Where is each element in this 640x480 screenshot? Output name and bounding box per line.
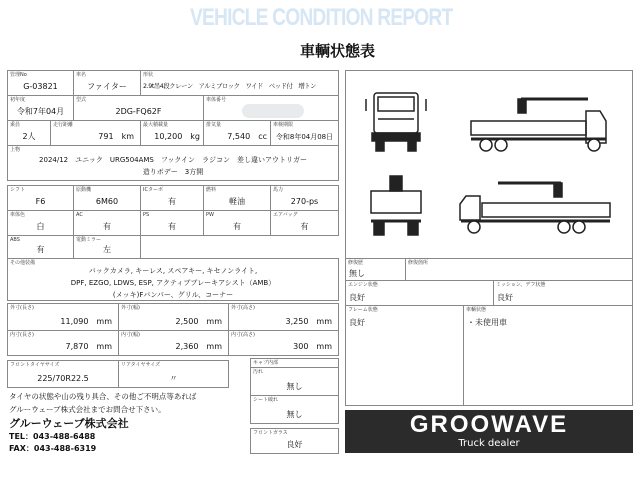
label: キャブ内部 <box>253 360 279 366</box>
label: ICターボ <box>143 187 163 193</box>
repair-place-cell <box>405 258 633 281</box>
mirror-cell <box>73 235 141 259</box>
label: 形状 <box>143 72 154 78</box>
truck-rear-view <box>371 176 421 235</box>
truck-diagram-panel <box>345 70 633 259</box>
inner-height-cell <box>228 330 339 356</box>
label: 車検期限 <box>273 122 294 128</box>
value: 左 <box>103 245 111 254</box>
kanri-cell <box>7 70 74 96</box>
label: 最大積載量 <box>143 122 169 128</box>
inner-length-cell <box>7 330 119 356</box>
label: エンジン状態 <box>348 282 378 288</box>
value: 11,090 mm <box>60 317 112 326</box>
label: 外寸(幅) <box>121 305 140 311</box>
label: 内寸(長さ) <box>10 332 34 338</box>
label: 内寸(幅) <box>121 332 140 338</box>
value: 10,200 kg <box>154 132 200 141</box>
value: 無し <box>286 410 303 419</box>
ac-cell <box>73 210 141 236</box>
power-cell <box>270 185 339 211</box>
shift-cell <box>7 185 74 211</box>
shaken-cell <box>270 120 339 146</box>
value: 3,250 mm <box>285 317 332 326</box>
value: 7,870 mm <box>65 342 112 351</box>
vehicle-condition-cell <box>463 305 633 406</box>
value: 有 <box>233 222 241 231</box>
label: 汚れ <box>253 369 264 375</box>
label: 乗員 <box>10 122 21 128</box>
uwamono-cell <box>7 145 339 181</box>
value: G-03821 <box>23 82 58 91</box>
haiki-cell <box>203 120 271 146</box>
value: ファイター <box>87 82 127 91</box>
note-line: タイヤの状態や山の残り具合、その他ご不明点等あれば <box>9 392 197 401</box>
equipment-line: (メッキ)Fバンパー、グリル、コーナー <box>112 291 234 299</box>
label: 車輌状態 <box>466 307 487 313</box>
equipment-line: DPF, EZGO, LDWS, ESP, アクティブブレーキアシスト（AMB） <box>70 279 276 287</box>
airbag-cell <box>270 210 339 236</box>
label: AC <box>76 212 83 218</box>
value: 6M60 <box>95 197 119 206</box>
value: 良好 <box>497 293 513 302</box>
label: PW <box>206 212 214 218</box>
shamei-cell <box>73 70 141 96</box>
label: ミッション、デフ状態 <box>496 282 546 288</box>
value: 無し <box>349 269 365 278</box>
dirt-cell <box>250 367 339 396</box>
other-equipment-cell <box>7 258 339 301</box>
label: 車体番号 <box>206 97 227 103</box>
engine-condition-cell <box>345 280 494 306</box>
value: 軽油 <box>229 197 245 206</box>
value: 有 <box>103 222 111 231</box>
label: 外寸(長さ) <box>10 305 34 311</box>
label: 原動機 <box>76 187 92 193</box>
value: 7,540 cc <box>227 132 267 141</box>
value: 300 mm <box>293 342 332 351</box>
value: 有 <box>300 222 309 231</box>
inner-width-cell <box>118 330 229 356</box>
truck-illustrations <box>346 71 632 258</box>
label: 型式 <box>76 97 87 103</box>
value: 無し <box>286 382 303 391</box>
outer-height-cell <box>228 303 339 331</box>
rear-tire-cell <box>118 360 229 388</box>
watermark-title: VEHICLE CONDITION REPORT <box>190 4 453 31</box>
truck-side-view-right <box>471 99 606 151</box>
value: F6 <box>35 197 46 206</box>
label: 修復歴 <box>348 260 364 266</box>
label: 走行距離 <box>53 122 74 128</box>
label: 電動ミラー <box>76 237 102 243</box>
logo-subtitle: Truck dealer <box>458 438 520 449</box>
outer-length-cell <box>7 303 119 331</box>
label: 初年度 <box>10 97 26 103</box>
value: 白 <box>36 222 45 231</box>
shonendo-cell <box>7 95 74 121</box>
value: 良好 <box>349 318 365 327</box>
value: 良好 <box>349 293 365 302</box>
value: 2人 <box>22 132 36 141</box>
label: 上物 <box>10 147 21 153</box>
label: フレーム状態 <box>348 307 378 313</box>
soko-cell <box>50 120 141 146</box>
groowave-logo <box>345 410 633 453</box>
value: 令和7年04月 <box>16 107 65 116</box>
label: 内寸(高さ) <box>231 332 255 338</box>
redacted-blur <box>242 104 304 118</box>
label: エアバッグ <box>273 212 298 218</box>
value: 〃 <box>169 374 178 383</box>
shatai-cell <box>203 95 339 121</box>
ps-cell <box>140 210 204 236</box>
label: 修復箇所 <box>408 260 429 266</box>
front-tire-cell <box>7 360 119 388</box>
value: 791 km <box>98 132 134 141</box>
label: フロントガラス <box>253 430 288 436</box>
label: ABS <box>10 237 20 243</box>
pw-cell <box>203 210 271 236</box>
label: 馬力 <box>273 187 284 193</box>
label: PS <box>143 212 150 218</box>
value: 2.9t吊4段クレーン アルミブロック ワイド ベッド付 増トン <box>143 83 317 90</box>
label: 排気量 <box>206 122 222 128</box>
fax: FAX：043-488-6319 <box>9 444 97 453</box>
keijo-cell <box>140 70 339 96</box>
note-line: グルーウェーブ株式会社までお問合せ下さい。 <box>9 405 166 414</box>
label: シート破れ <box>253 397 279 403</box>
repair-history-cell <box>345 258 406 281</box>
seat-cell <box>250 395 339 424</box>
value: 270-ps <box>290 197 319 206</box>
label: 車名 <box>76 72 87 78</box>
fuel-cell <box>203 185 271 211</box>
label: その他装備 <box>10 260 36 266</box>
front-glass-cell <box>250 428 339 454</box>
value: 有 <box>36 245 45 254</box>
sekisai-cell <box>140 120 204 146</box>
tel: TEL：043-488-6488 <box>9 432 96 441</box>
value: 令和8年04月08日 <box>275 133 334 141</box>
uwamono-line: 造りボデー 3方開 <box>142 168 204 176</box>
join-cell <box>7 120 51 146</box>
outer-width-cell <box>118 303 229 331</box>
value: ・未使用車 <box>467 318 507 327</box>
cab-interior-box <box>250 358 339 424</box>
value: 2,500 mm <box>175 317 222 326</box>
value: 有 <box>168 222 176 231</box>
katashiki-cell <box>73 95 204 121</box>
equipment-line: バックカメラ, キーレス, スペアキー, キセノンライト, <box>88 267 258 275</box>
company-name: グルーウェーブ株式会社 <box>9 417 129 430</box>
uwamono-line: 2024/12 ユニック URG504AMS フックイン ラジコン 差し違いアウトリガー <box>39 156 307 164</box>
label: シフト <box>10 187 26 193</box>
page-title: 車輌状態表 <box>300 42 376 60</box>
value: 2DG-FQ62F <box>115 107 162 116</box>
label: フロントタイヤサイズ <box>10 362 60 368</box>
truck-side-view-left <box>460 183 610 233</box>
abs-cell <box>7 235 74 259</box>
label: 管理No <box>10 72 27 78</box>
logo-brand: GROOWAVE <box>409 411 569 438</box>
label: 車体色 <box>10 212 26 218</box>
mission-condition-cell <box>493 280 633 306</box>
frame-condition-cell <box>345 305 464 406</box>
label: 燃料 <box>206 187 217 193</box>
engine-cell <box>73 185 141 211</box>
truck-front-view <box>366 93 426 151</box>
label: リアタイヤサイズ <box>121 362 161 368</box>
value: 225/70R22.5 <box>37 374 89 383</box>
value: 良好 <box>286 440 303 449</box>
value: 有 <box>168 197 176 206</box>
color-cell <box>7 210 74 236</box>
turbo-cell <box>140 185 204 211</box>
value: 2,360 mm <box>175 342 222 351</box>
label: 外寸(高さ) <box>231 305 255 311</box>
